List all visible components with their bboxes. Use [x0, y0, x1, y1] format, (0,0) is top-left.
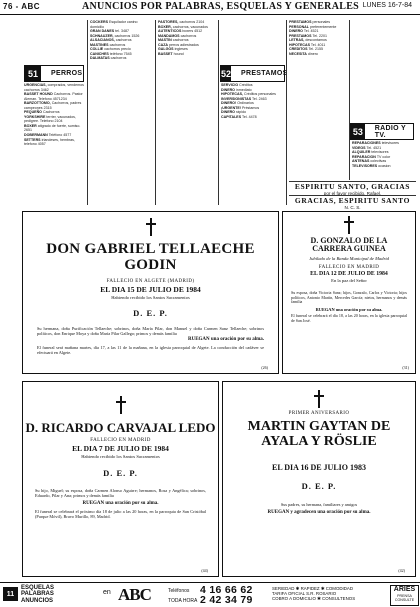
obituary-tellaeche	[22, 211, 279, 374]
phone-label-1: Teléfonos	[168, 588, 190, 594]
footer-info-line: TARIFA OFICIAL S.R. ROSARIO	[272, 591, 337, 597]
classified-ad: DINERO! Ordinarios	[221, 101, 254, 106]
classified-ad: DINERO rápido	[221, 110, 246, 115]
cross-icon	[312, 390, 326, 408]
classified-ad: YORKSHIRE terrier, vacunados, pedigree. Telefono 2104	[24, 114, 76, 124]
aries-sub: PRENSA	[397, 594, 412, 598]
column-rule	[286, 20, 287, 205]
abc-logo: ABC	[118, 585, 151, 604]
classified-ad: REPARACION TV color	[352, 154, 391, 159]
section-number: 53	[351, 124, 365, 139]
deceased-role: Jubilado de la Banda Municipal de Madrid	[309, 255, 389, 261]
classified-column-5	[289, 20, 347, 180]
obituary-carvajal	[22, 381, 219, 577]
section-number: 51	[25, 66, 41, 81]
classified-ad: DINERO Tel. 4521	[289, 29, 319, 34]
classified-ad: BOXER atigrado de fuerte, sumiso. 2651	[24, 123, 81, 133]
column-rule	[155, 20, 156, 205]
classified-ad: PRESTAMOS personales	[289, 20, 331, 24]
classified-ad: SETTERS irlandeses, hembras, telefono 4057	[24, 137, 75, 147]
death-date: EL DIA 7 DE JULIO DE 1984	[72, 443, 169, 453]
death-date: EL DIA 15 DE JULIO DE 1984	[100, 284, 201, 294]
page-number: 76 - ABC	[3, 2, 41, 11]
classified-ad: CANICHES teléfono 7545	[90, 51, 132, 56]
cross-icon	[342, 216, 356, 234]
footer-section-number: 11	[3, 587, 18, 601]
death-place: FALLECIO EN MADRID	[318, 264, 380, 270]
aries-sub: CONSULTE	[394, 598, 415, 602]
classified-ad: PASTORES, cachorros 2104	[158, 20, 205, 24]
classified-ad: HIPOTECAS Tel. 4011	[289, 42, 326, 47]
cross-icon	[114, 396, 128, 414]
classified-ad: DINERO inmediato	[221, 87, 252, 92]
obituary-request: RUEGAN y agradecen una oración por su alma.	[267, 510, 371, 516]
classified-ad: BASSET hound	[158, 51, 184, 56]
anniversary-label: PRIMER ANIVERSARIO	[288, 411, 350, 416]
footer-info-line: COBRO A DOMICILIO ✱ CONSULTENOS	[272, 596, 356, 602]
classified-ad: ALSACIANOS, cachorros	[90, 38, 132, 43]
classified-ad: AUTENTICOS boxers 4512	[158, 29, 203, 34]
deceased-name: D. RICARDO CARVAJAL LEDO	[25, 420, 216, 435]
rip: D. E. P.	[301, 481, 337, 492]
deceased-name: MARTIN GAYTAN DE AYALA Y RÖSLIE	[247, 419, 391, 449]
classified-ad: ALQUILER televisores	[352, 150, 389, 155]
page-date: LUNES 16-7-84	[362, 2, 412, 9]
classified-ad: GRAN DANES tel. 3487	[90, 29, 129, 34]
section-perros	[24, 65, 84, 82]
classified-ad: CREDITOS Tel. 2155	[289, 47, 324, 52]
column-rule	[218, 20, 219, 205]
thanks-text: N. C. S.	[344, 205, 361, 210]
classified-ad: GALGOS ingleses	[158, 47, 188, 52]
ad-reference: (44)	[201, 568, 208, 573]
classified-ad: DALMATAS cachorros	[90, 56, 127, 61]
death-date: EL DIA 16 DE JULIO 1983	[271, 463, 367, 473]
death-place: FALLECIO EN ALGETE (MADRID)	[106, 278, 195, 284]
footer-line: ESQUELAS	[21, 585, 55, 591]
classified-ad: MASTINES cachorros	[90, 42, 126, 47]
column-rule	[87, 20, 88, 205]
classified-ad: SCHNAUZER, cachorros 1526	[90, 33, 140, 38]
classified-ad: COCKERS Esquilador canino domicilio	[90, 20, 138, 29]
section-label: PRESTAMOS	[241, 70, 288, 77]
classified-ad: COLLIE cachorros precio	[90, 47, 131, 52]
obituary-body: Sus padres, su hermana, familiares y amigos	[280, 502, 358, 508]
classified-ad: BASSET HOUND Cachorros. Pastor Aleman. Telefono 4571234	[24, 92, 83, 101]
footer-advert	[0, 582, 420, 607]
phone-label-2: TODA HORA	[168, 598, 198, 604]
ad-reference: (42)	[398, 568, 405, 573]
rites: En la paz del Señor	[331, 277, 367, 283]
thanks-notice-2	[289, 196, 416, 210]
section-number: 52	[221, 66, 231, 81]
phone-number-1: 4 16 66 62	[200, 584, 253, 596]
death-place: FALLECIO EN MADRID	[90, 437, 151, 443]
death-date: EL DIA 12 DE JULIO DE 1984	[310, 270, 388, 277]
obituary-gaytan	[222, 381, 416, 577]
obituary-request: RUEGAN una oración por su alma.	[315, 307, 383, 313]
footer-line: ANUNCIOS	[21, 597, 54, 604]
classified-ad: INVERSIONISTAS Tel. 2463	[221, 96, 267, 101]
classified-column-3	[158, 20, 216, 205]
classified-ad: HIPOTECAS, Créditos personales	[221, 92, 276, 97]
classified-ad: DOBERMANN Teléfono 4577	[24, 133, 72, 138]
cross-icon	[144, 218, 158, 236]
obituary-carrera	[282, 211, 416, 374]
page-header	[0, 0, 420, 15]
rip: D. E. P.	[103, 467, 138, 478]
classified-ad: NECESITA dinero	[289, 51, 318, 56]
funeral-details: El funeral será mañana martes, día 17, a las 11 de la mañana, en la iglesia parroquial de Algete. La conducción del cadáver se efectuará en Algete.	[37, 344, 264, 355]
classified-ad: PRESTAMOS Tel. 2201	[289, 33, 328, 38]
obituary-body: Su hermana, doña Purificación Tellaeche; sobrinos, doña María Pilar, don Manuel y doña Carmen Sanz Tellaeche; sobrinos políticos, don Enrique Moya y doña María Pilar Gallego; primos y demás familia	[37, 325, 264, 336]
phone-number-2: 2 42 34 79	[200, 594, 253, 606]
thanks-title: GRACIAS, ESPIRITU SANTO	[294, 196, 411, 205]
funeral-details: El funeral se celebrará el día 18, a las 20 horas, en la iglesia parroquial de San José.	[291, 313, 407, 323]
classified-column-4	[221, 83, 283, 201]
classified-ad: VIDEOS Tel. 4521	[352, 145, 382, 150]
section-prestamos	[220, 65, 288, 82]
rites: Habiendo recibido los Santos Sacramentos	[81, 453, 160, 459]
ad-reference: (31)	[402, 365, 409, 370]
classified-ad: ANTENAS colectivas	[352, 159, 387, 164]
footer-service-list	[21, 585, 54, 604]
thanks-notice-1	[289, 182, 416, 196]
classified-ad: BOXER, cachorros, vacunados	[158, 24, 208, 29]
classified-ad: MASTIN cachorros	[158, 38, 189, 43]
deceased-name: DON GABRIEL TELLAECHE GODIN	[46, 241, 255, 273]
classified-ad: CAPITALES Tel. 4478	[221, 114, 257, 119]
funeral-details: El funeral se celebrará el próximo día 18 de julio a las 20 horas, en la parroquia de San Cristóbal (Parque Móvil), Bravo Murillo, 89, Madrid.	[35, 508, 206, 519]
ad-reference: (26)	[261, 365, 268, 370]
classified-ad: MANDAMOS cachorros	[158, 33, 197, 38]
rites: Habiendo recibido los Santos Sacramentos	[111, 294, 190, 300]
section-label: PERROS	[51, 70, 83, 77]
aries-title: ARIES	[393, 586, 416, 593]
footer-line: PALABRAS	[21, 591, 54, 598]
thanks-title: ESPIRITU SANTO, GRACIAS	[294, 182, 411, 191]
deceased-name: D. GONZALO DE LA CARRERA GUINEA	[310, 236, 388, 254]
obituary-body: Su esposa, doña Victoria Sanz; hijos, Gonzalo, Carlos y Victoria; hijos políticos, Antonio Martín, Mercedes García; nietos, hermanos y demás familia	[291, 289, 407, 305]
classified-ad: PEQUEÑO Cachorros	[24, 110, 60, 115]
column-rule	[349, 20, 350, 180]
obituary-request: RUEGAN una oración por su alma.	[82, 500, 159, 506]
obituary-body: Su hijo, Miguel; su esposa, doña Carmen Alonso Aguirre; hermanos, Rosa y Angélica; sobrinos, Eduardo, Pilar y Ana; primos y demás familia	[35, 487, 206, 498]
classified-ad: LETRAS, descontamos	[289, 38, 327, 43]
footer-info-line: SERIEDAD ✱ RAPIDEZ ✱ COMODIDAD	[272, 586, 354, 591]
section-radio	[350, 123, 414, 140]
classified-ad: BARZOTTOMO, Cachorros, padres campeones 2315	[24, 101, 82, 110]
rip: D. E. P.	[133, 307, 168, 318]
classified-column-2	[90, 20, 152, 205]
classified-ad: REPARACIONES televisores	[352, 141, 399, 145]
classified-ad: PERSONAL preferentemente	[289, 24, 337, 29]
classified-column-6	[352, 141, 416, 181]
page-title: ANUNCIOS POR PALABRAS, ESQUELAS Y GENERALES	[82, 1, 360, 12]
classified-column-1	[24, 83, 84, 205]
footer-info	[272, 586, 355, 602]
obituary-request: RUEGAN una oración por su alma.	[187, 336, 264, 342]
classified-ad: URGENCIAS, comprados, vendemos cachorros 3462	[24, 83, 84, 92]
section-label: RADIO Y TV.	[374, 124, 406, 139]
aries-badge	[390, 585, 419, 606]
thanks-text: por el favor recibido. Rafael.	[323, 191, 382, 196]
classified-ad: CAZA perros adiestrados	[158, 42, 199, 47]
footer-en: en	[103, 589, 111, 596]
classified-ad: SERVICIO Créditos	[221, 83, 253, 87]
classified-ad: ¡URGENTE! Préstamos	[221, 105, 260, 110]
classified-ad: TELEVISORES ocasion	[352, 163, 391, 168]
